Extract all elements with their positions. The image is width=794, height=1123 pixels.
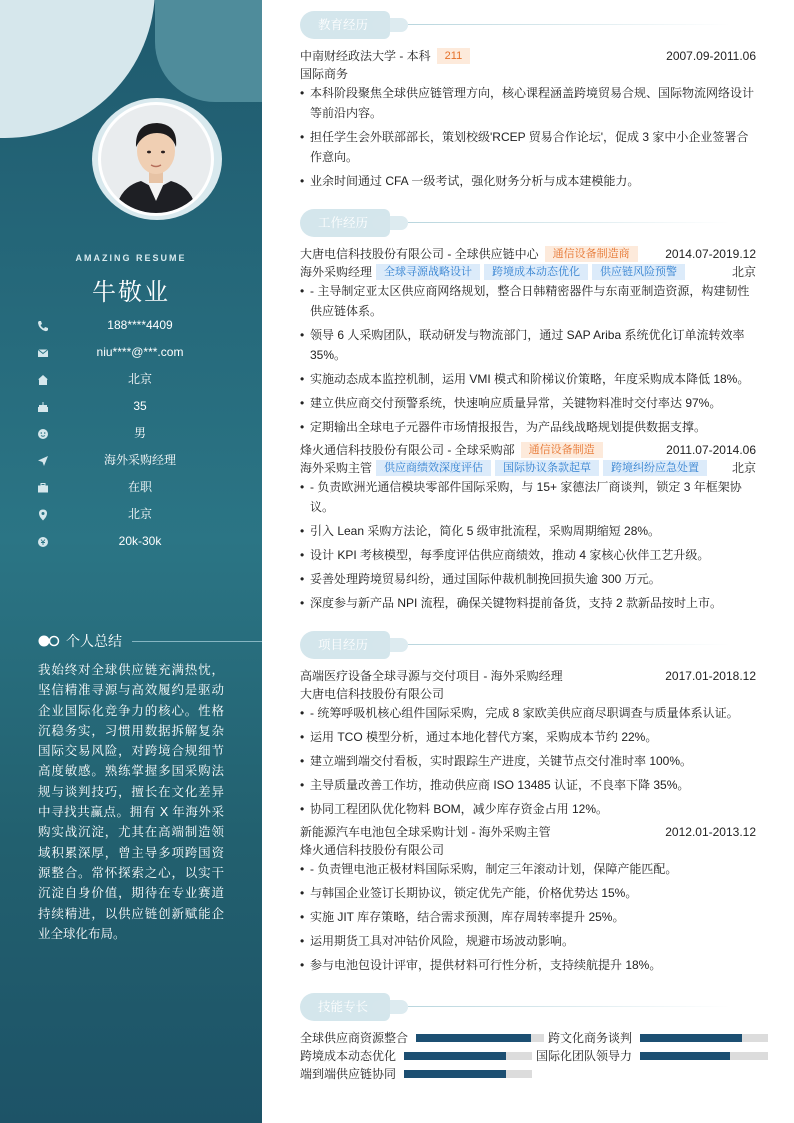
project-date: 2017.01-2018.12 (665, 669, 756, 683)
project-name-row (300, 823, 756, 841)
list-item: • - 负责欧洲光通信模块零部件国际采购，与 15+ 家德法厂商谈判，锁定 3 年框架协议。 (300, 477, 756, 517)
phone-number: 188****4409 (107, 318, 173, 332)
list-item: • 主导质量改善工作坊，推动供应商 ISO 13485 认证，不良率下降 35%。 (300, 775, 756, 795)
major: 国际商务 (300, 67, 349, 81)
gender: 男 (133, 426, 146, 440)
skill-bar-fill (404, 1070, 506, 1078)
skill-name: 跨文化商务谈判 (548, 1031, 633, 1045)
briefcase-icon (36, 481, 50, 495)
list-item: • 运用期货工具对冲钴价风险，规避市场波动影响。 (300, 931, 756, 951)
info-salary (36, 533, 226, 553)
education-major-row (300, 65, 756, 83)
skill-tag: 供应链风险预警 (592, 264, 685, 280)
candidate-name: 牛敬业 (92, 279, 170, 306)
info-status (36, 479, 226, 499)
project-company: 大唐电信科技股份有限公司 (300, 687, 445, 701)
job-city: 北京 (731, 265, 756, 279)
education-school-row (300, 47, 756, 65)
profile-photo (98, 102, 214, 216)
skill-bar-fill (404, 1052, 506, 1060)
skill-bar (404, 1070, 532, 1078)
skill-item (300, 1066, 532, 1082)
list-item: • 本科阶段聚焦全球供应链管理方向，核心课程涵盖跨境贸易合规、国际物流网络设计等前沿内容。 (300, 83, 756, 123)
list-item: • 建立端到端交付看板，实时跟踪生产进度，关键节点交付准时率 100%。 (300, 751, 756, 771)
section-title: 教育经历 (318, 18, 369, 32)
skill-item (300, 1030, 544, 1046)
list-item: • 协同工程团队优化物料 BOM，减少库存资金占用 12%。 (300, 799, 756, 819)
section-education-header (300, 11, 730, 39)
info-email (36, 344, 226, 364)
summary-text: 我始终对全球供应链充满热忱，坚信精准寻源与高效履约是驱动企业国际化竞争力的核心。性格沉稳务实，习惯用数据拆解复杂国际交易风险，对跨境合规细节高度敏感。熟练掌握多国采购法规与谈判技巧，擅长在文化差异中寻找共赢点。拥有 X 年海外采购实战沉淀，尤其在高端制造领域积累深厚，曾主导多项跨国资源整合。常怀探索之心，以实干沉淀自身价值，期待在专业赛道持续精进，以供应链创新赋能企业全球化布局。 (38, 663, 224, 941)
location-icon (36, 508, 50, 522)
skill-tag: 全球寻源战略设计 (376, 264, 480, 280)
target-position: 海外采购经理 (103, 453, 176, 467)
job-city: 北京 (731, 461, 756, 475)
skill-bar (640, 1052, 768, 1060)
age: 35 (133, 399, 147, 413)
section-title: 工作经历 (318, 216, 369, 230)
skill-bar-fill (640, 1052, 730, 1060)
summary-header (38, 632, 226, 652)
section-skills-header (300, 993, 730, 1021)
list-item: • 领导 6 人采购团队，联动研发与物流部门，通过 SAP Ariba 系统优化订单流转效率 35%。 (300, 325, 756, 365)
company-name: 大唐电信科技股份有限公司 - 全球供应链中心 (300, 247, 539, 261)
project-company: 烽火通信科技股份有限公司 (300, 843, 445, 857)
summary-title: 个人总结 (66, 633, 122, 649)
home-icon (36, 373, 50, 387)
skill-bar-fill (640, 1034, 742, 1042)
project-date: 2012.01-2013.12 (665, 825, 756, 839)
list-item: • - 统筹呼吸机核心组件国际采购，完成 8 家欧美供应商尽职调查与质量体系认证。 (300, 703, 756, 723)
list-item: • 深度参与新产品 NPI 流程，确保关键物料提前备货，支持 2 款新品按时上市。 (300, 593, 756, 613)
project-company-row (300, 685, 756, 703)
job-date: 2011.07-2014.06 (666, 443, 756, 457)
skill-tag: 跨境纠纷应急处置 (603, 460, 707, 476)
project-name: 新能源汽车电池包全球采购计划 - 海外采购主管 (300, 825, 551, 839)
email-address: niu****@***.com (96, 345, 184, 359)
skill-tag: 供应商绩效深度评估 (376, 460, 491, 476)
info-location (36, 506, 226, 526)
list-item: • 业余时间通过 CFA 一级考试，强化财务分析与成本建模能力。 (300, 171, 756, 191)
salary-icon (36, 535, 50, 549)
skill-item (536, 1048, 768, 1064)
job-role: 海外采购主管 (300, 461, 373, 475)
info-target-position (36, 452, 226, 472)
mail-icon (36, 346, 50, 360)
section-work-header (300, 209, 730, 237)
info-home (36, 371, 226, 391)
section-projects-header (300, 631, 730, 659)
skill-bar (416, 1034, 544, 1042)
school-badge: 211 (437, 48, 471, 64)
skill-item (548, 1030, 768, 1046)
section-title: 技能专长 (318, 1000, 369, 1014)
home-city: 北京 (127, 372, 152, 386)
job-company-row (300, 441, 756, 459)
info-age (36, 398, 226, 418)
list-item: • 实施动态成本监控机制，运用 VMI 模式和阶梯议价策略，年度采购成本降低 18%。 (300, 369, 756, 389)
resume-tagline: AMAZING RESUME (75, 253, 187, 263)
list-item: • 担任学生会外联部部长，策划校级'RCEP 贸易合作论坛'，促成 3 家中小企业签署合作意向。 (300, 127, 756, 167)
summary-divider (132, 641, 262, 642)
list-item: • 建立供应商交付预警系统，快速响应质量异常，关键物料准时交付率达 97%。 (300, 393, 756, 413)
list-item: • 与韩国企业签订长期协议，锁定优先产能，价格优势达 15%。 (300, 883, 756, 903)
employment-status: 在职 (127, 480, 152, 494)
toggle-dots-icon (38, 635, 60, 647)
skill-tag: 国际协议条款起草 (495, 460, 599, 476)
school-name: 中南财经政法大学 - 本科 (300, 49, 431, 63)
list-item: • - 主导制定亚太区供应商网络规划，整合日韩精密器件与东南亚制造资源，构建韧性供应链体系。 (300, 281, 756, 321)
section-title: 项目经历 (318, 638, 369, 652)
project-name-row (300, 667, 756, 685)
skill-name: 跨境成本动态优化 (300, 1049, 397, 1063)
expected-salary: 20k-30k (118, 534, 162, 548)
sidebar (0, 0, 262, 1123)
skill-name: 国际化团队领导力 (536, 1049, 633, 1063)
info-phone (36, 317, 226, 337)
skill-bar (640, 1034, 768, 1042)
list-item: • 妥善处理跨境贸易纠纷，通过国际仲裁机制挽回损失逾 300 万元。 (300, 569, 756, 589)
project-company-row (300, 841, 756, 859)
skill-item (300, 1048, 532, 1064)
send-icon (36, 454, 50, 468)
target-city: 北京 (127, 507, 152, 521)
company-badge: 通信设备制造 (521, 442, 603, 458)
company-badge: 通信设备制造商 (545, 246, 638, 262)
list-item: • - 负责锂电池正极材料国际采购，制定三年滚动计划，保障产能匹配。 (300, 859, 756, 879)
gender-icon (36, 427, 50, 441)
skill-tag: 跨境成本动态优化 (484, 264, 588, 280)
list-item: • 定期输出全球电子元器件市场情报报告，为产品线战略规划提供数据支撑。 (300, 417, 756, 437)
job-role-row (300, 263, 756, 281)
decorative-shape (155, 0, 262, 102)
skill-bar-fill (416, 1034, 531, 1042)
phone-icon (36, 319, 50, 333)
job-company-row (300, 245, 756, 263)
education-date: 2007.09-2011.06 (666, 49, 756, 63)
list-item: • 实施 JIT 库存策略，结合需求预测，库存周转率提升 25%。 (300, 907, 756, 927)
list-item: • 设计 KPI 考核模型，每季度评估供应商绩效，推动 4 家核心伙伴工艺升级。 (300, 545, 756, 565)
company-name: 烽火通信科技股份有限公司 - 全球采购部 (300, 443, 515, 457)
info-gender (36, 425, 226, 445)
list-item: • 运用 TCO 模型分析，通过本地化替代方案，采购成本节约 22%。 (300, 727, 756, 747)
project-name: 高端医疗设备全球寻源与交付项目 - 海外采购经理 (300, 669, 563, 683)
skill-name: 端到端供应链协同 (300, 1067, 397, 1081)
job-date: 2014.07-2019.12 (665, 247, 756, 261)
job-role: 海外采购经理 (300, 265, 373, 279)
cake-icon (36, 400, 50, 414)
skill-bar (404, 1052, 532, 1060)
list-item: • 参与电池包设计评审，提供材料可行性分析，支持续航提升 18%。 (300, 955, 756, 975)
skill-name: 全球供应商资源整合 (300, 1031, 409, 1045)
job-role-row (300, 459, 756, 477)
list-item: • 引入 Lean 采购方法论，简化 5 级审批流程，采购周期缩短 28%。 (300, 521, 756, 541)
